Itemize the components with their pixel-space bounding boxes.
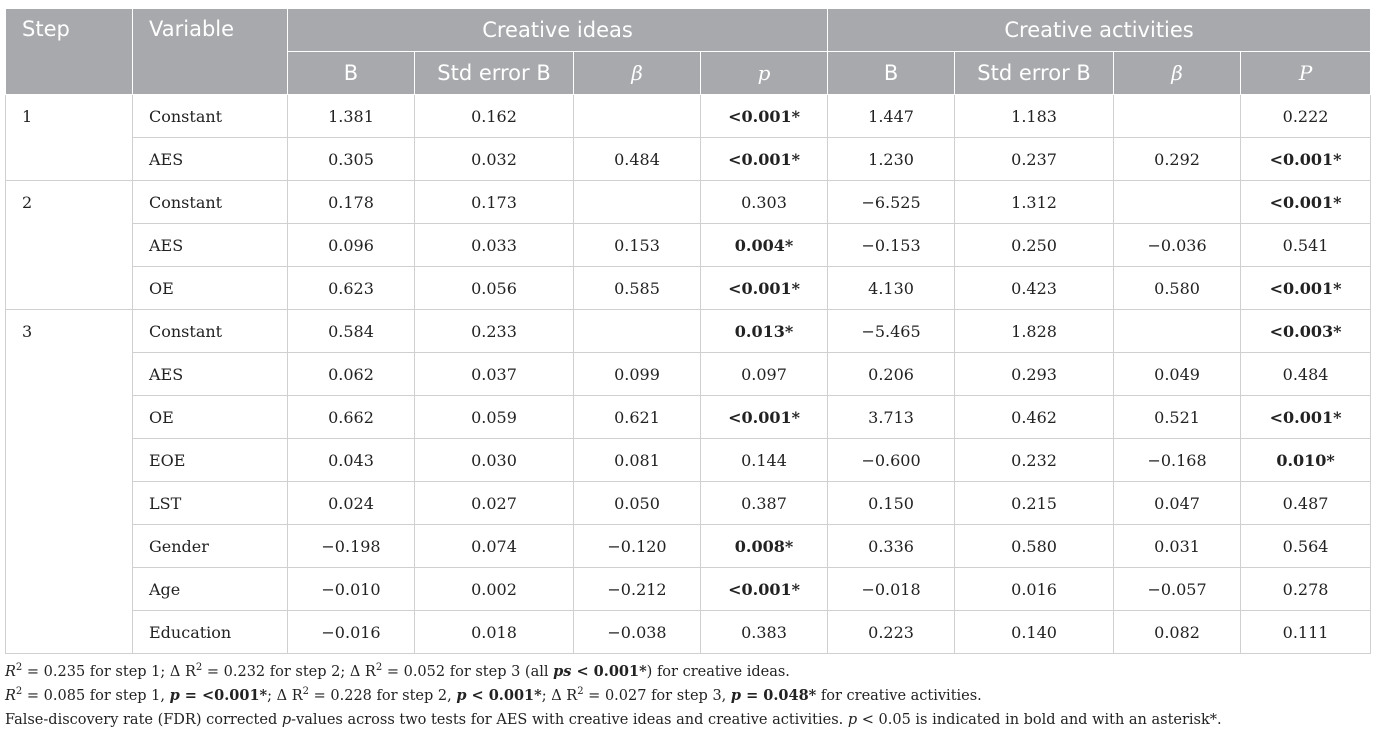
value-cell: 0.037 [415, 353, 574, 396]
value-cell: 0.097 [701, 353, 828, 396]
value-cell: 0.423 [955, 267, 1114, 310]
value-cell: 0.033 [415, 224, 574, 267]
value-cell: 0.062 [288, 353, 415, 396]
value-cell: 1.447 [828, 95, 955, 138]
value-cell: 0.016 [955, 568, 1114, 611]
subheader-ideas-std-error: Std error B [415, 52, 574, 95]
value-cell: 0.056 [415, 267, 574, 310]
value-cell: 0.662 [288, 396, 415, 439]
table-row [6, 138, 1371, 181]
value-cell: −0.212 [574, 568, 701, 611]
table-body [6, 95, 1371, 654]
table-row [6, 525, 1371, 568]
value-cell: 1.381 [288, 95, 415, 138]
value-cell: 0.049 [1114, 353, 1241, 396]
value-cell: 0.484 [574, 138, 701, 181]
value-cell [1114, 95, 1241, 138]
value-cell: 0.462 [955, 396, 1114, 439]
value-cell: 0.541 [1241, 224, 1371, 267]
value-cell: 0.140 [955, 611, 1114, 654]
table-row [6, 95, 1371, 138]
value-cell: 4.130 [828, 267, 955, 310]
value-cell: 0.074 [415, 525, 574, 568]
value-cell: 0.050 [574, 482, 701, 525]
value-cell: 0.303 [701, 181, 828, 224]
table-row [6, 181, 1371, 224]
value-cell: 0.206 [828, 353, 955, 396]
value-cell: <0.001* [1241, 396, 1371, 439]
value-cell: 0.237 [955, 138, 1114, 181]
subheader-ideas-beta: β [574, 52, 701, 95]
value-cell: 0.521 [1114, 396, 1241, 439]
value-cell: <0.001* [1241, 138, 1371, 181]
header-variable: Variable [133, 9, 288, 95]
table-row [6, 611, 1371, 654]
value-cell: 0.047 [1114, 482, 1241, 525]
value-cell: 0.621 [574, 396, 701, 439]
value-cell: 0.010* [1241, 439, 1371, 482]
value-cell: 0.031 [1114, 525, 1241, 568]
variable-cell: Constant [133, 310, 288, 353]
header-creative-activities: Creative activities [828, 9, 1371, 52]
value-cell [574, 181, 701, 224]
value-cell: 0.002 [415, 568, 574, 611]
value-cell: −6.525 [828, 181, 955, 224]
header-creative-ideas: Creative ideas [288, 9, 828, 52]
value-cell: 0.387 [701, 482, 828, 525]
value-cell: 0.623 [288, 267, 415, 310]
value-cell: 1.183 [955, 95, 1114, 138]
value-cell: 0.059 [415, 396, 574, 439]
value-cell: −0.120 [574, 525, 701, 568]
value-cell: 3.713 [828, 396, 955, 439]
step-cell: 3 [6, 310, 133, 654]
value-cell: 0.150 [828, 482, 955, 525]
value-cell: 0.336 [828, 525, 955, 568]
variable-cell: Constant [133, 181, 288, 224]
value-cell: 0.484 [1241, 353, 1371, 396]
value-cell: 0.099 [574, 353, 701, 396]
value-cell: 0.580 [955, 525, 1114, 568]
variable-cell: AES [133, 224, 288, 267]
value-cell: <0.001* [701, 396, 828, 439]
value-cell: <0.001* [701, 138, 828, 181]
value-cell: 0.111 [1241, 611, 1371, 654]
header-step: Step [6, 9, 133, 95]
value-cell: −0.036 [1114, 224, 1241, 267]
table-footnotes [5, 660, 1370, 732]
footnote-creative-activities: $R^2 = 0.085$ for step 1, p = <0.001*; Δ $R^2 = 0.228$ for step 2, p < 0.001*; Δ $R^2 = 0.027$ for step 3, p = 0.048* for creative activities. [5, 686, 982, 704]
table-row [6, 310, 1371, 353]
value-cell: 1.312 [955, 181, 1114, 224]
variable-cell: OE [133, 396, 288, 439]
variable-cell: EOE [133, 439, 288, 482]
step-cell: 1 [6, 95, 133, 181]
value-cell: 0.584 [288, 310, 415, 353]
value-cell: 0.153 [574, 224, 701, 267]
step-cell: 2 [6, 181, 133, 310]
variable-cell: Education [133, 611, 288, 654]
value-cell [1114, 181, 1241, 224]
value-cell: 0.043 [288, 439, 415, 482]
value-cell: −0.010 [288, 568, 415, 611]
value-cell: 0.173 [415, 181, 574, 224]
value-cell: −0.016 [288, 611, 415, 654]
table-row [6, 439, 1371, 482]
subheader-activities-std-error: Std error B [955, 52, 1114, 95]
value-cell: 0.082 [1114, 611, 1241, 654]
value-cell: <0.001* [701, 267, 828, 310]
value-cell: 0.004* [701, 224, 828, 267]
variable-cell: Constant [133, 95, 288, 138]
value-cell: 0.018 [415, 611, 574, 654]
table-row [6, 224, 1371, 267]
subheader-ideas-p: p [701, 52, 828, 95]
value-cell: 0.305 [288, 138, 415, 181]
value-cell: 0.081 [574, 439, 701, 482]
value-cell: 0.027 [415, 482, 574, 525]
value-cell: −0.198 [288, 525, 415, 568]
value-cell: 0.487 [1241, 482, 1371, 525]
table-row [6, 353, 1371, 396]
value-cell: 0.013* [701, 310, 828, 353]
variable-cell: LST [133, 482, 288, 525]
value-cell: 0.223 [828, 611, 955, 654]
subheader-activities-p: P [1241, 52, 1371, 95]
value-cell: 1.828 [955, 310, 1114, 353]
value-cell: 0.233 [415, 310, 574, 353]
value-cell: 0.024 [288, 482, 415, 525]
value-cell: 0.564 [1241, 525, 1371, 568]
table-row [6, 267, 1371, 310]
value-cell: 0.293 [955, 353, 1114, 396]
footnote-creative-ideas: $R^2 = 0.235$ for step 1; Δ $R^2 = 0.232$ for step 2; Δ $R^2 = 0.052$ for step 3 (all ps < 0.001*) for creative ideas. [5, 662, 790, 680]
variable-cell: OE [133, 267, 288, 310]
value-cell: −0.057 [1114, 568, 1241, 611]
value-cell: 0.162 [415, 95, 574, 138]
value-cell: <0.001* [701, 95, 828, 138]
table-row [6, 396, 1371, 439]
value-cell: 1.230 [828, 138, 955, 181]
regression-table [5, 8, 1371, 654]
value-cell: −0.168 [1114, 439, 1241, 482]
value-cell: 0.008* [701, 525, 828, 568]
value-cell: 0.278 [1241, 568, 1371, 611]
value-cell: 0.585 [574, 267, 701, 310]
subheader-ideas-b: B [288, 52, 415, 95]
value-cell: −0.153 [828, 224, 955, 267]
variable-cell: AES [133, 353, 288, 396]
variable-cell: Age [133, 568, 288, 611]
subheader-activities-beta: β [1114, 52, 1241, 95]
value-cell: 0.144 [701, 439, 828, 482]
value-cell: −5.465 [828, 310, 955, 353]
value-cell: 0.032 [415, 138, 574, 181]
value-cell: 0.178 [288, 181, 415, 224]
value-cell [1114, 310, 1241, 353]
value-cell: 0.215 [955, 482, 1114, 525]
value-cell: −0.038 [574, 611, 701, 654]
value-cell: 0.250 [955, 224, 1114, 267]
value-cell: −0.600 [828, 439, 955, 482]
value-cell: −0.018 [828, 568, 955, 611]
value-cell: <0.001* [1241, 267, 1371, 310]
value-cell: <0.001* [1241, 181, 1371, 224]
table-row [6, 482, 1371, 525]
value-cell: <0.003* [1241, 310, 1371, 353]
variable-cell: AES [133, 138, 288, 181]
footnote-fdr: False-discovery rate (FDR) corrected p-values across two tests for AES with creative ideas and creative activities. p < 0.05 is indicated in bold and with an asterisk*. [5, 712, 1222, 728]
value-cell: <0.001* [701, 568, 828, 611]
value-cell: 0.030 [415, 439, 574, 482]
value-cell: 0.232 [955, 439, 1114, 482]
table-row [6, 568, 1371, 611]
regression-table-page [5, 8, 1370, 732]
value-cell: 0.580 [1114, 267, 1241, 310]
value-cell: 0.222 [1241, 95, 1371, 138]
value-cell [574, 310, 701, 353]
value-cell: 0.292 [1114, 138, 1241, 181]
value-cell: 0.383 [701, 611, 828, 654]
value-cell: 0.096 [288, 224, 415, 267]
value-cell [574, 95, 701, 138]
subheader-activities-b: B [828, 52, 955, 95]
variable-cell: Gender [133, 525, 288, 568]
